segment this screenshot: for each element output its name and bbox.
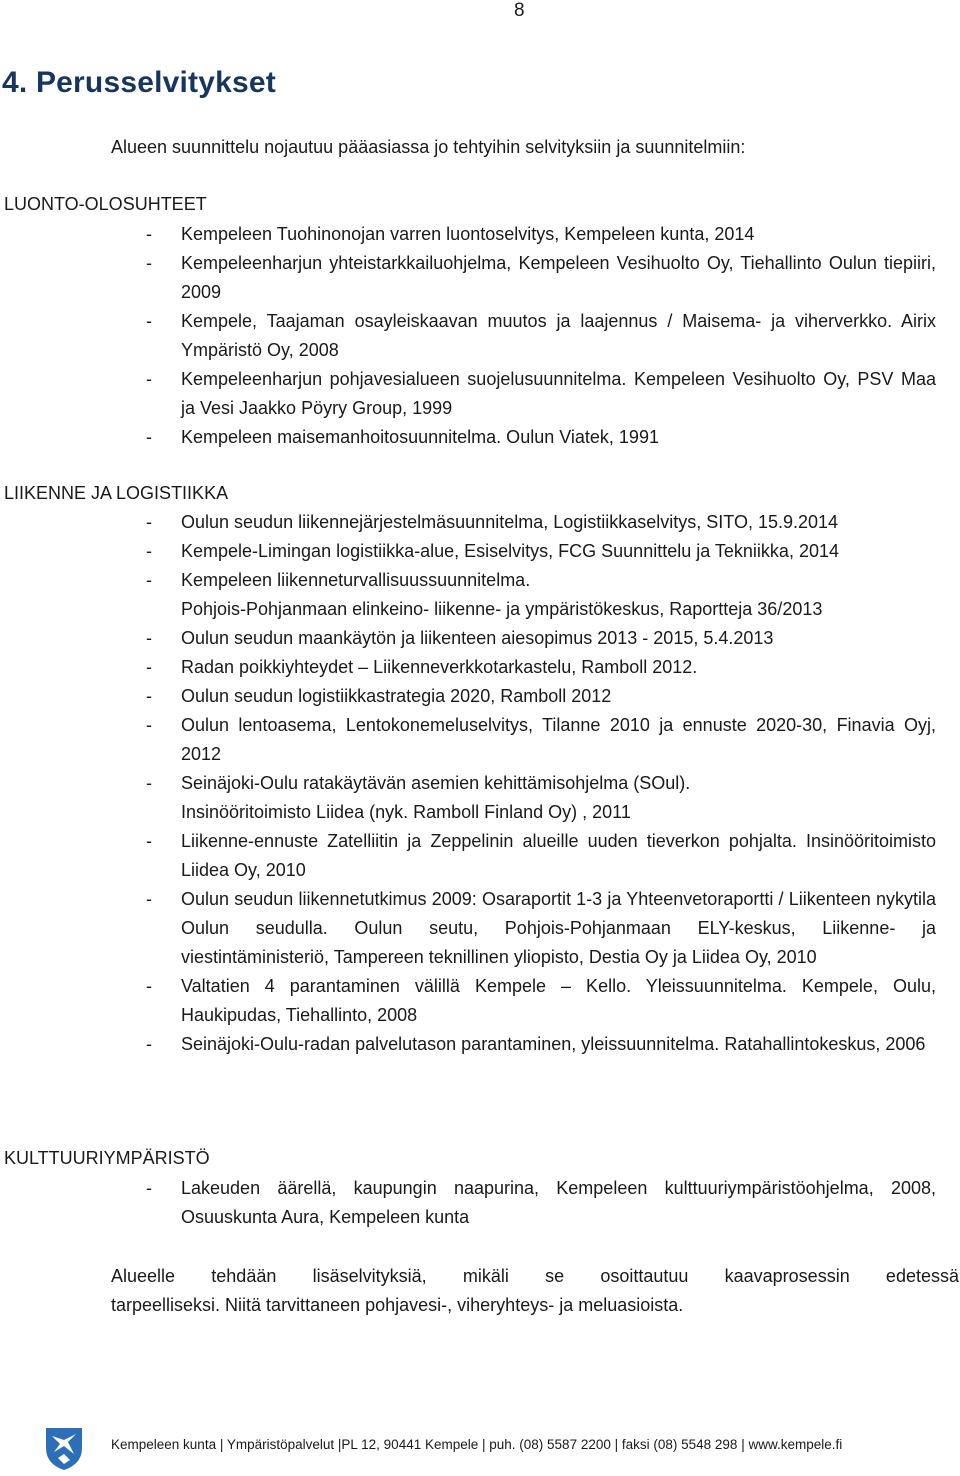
list-item-continuation: Insinööritoimisto Liidea (nyk. Ramboll Finland Oy) , 2011	[181, 802, 631, 822]
list-item: - Lakeuden äärellä, kaupungin naapurina, Kempeleen kulttuuriympäristöohjelma, 2008, Osuuskunta Aura, Kempeleen kunta	[146, 1174, 936, 1232]
list-item: - Oulun seudun logistiikkastrategia 2020, Ramboll 2012	[146, 682, 936, 711]
list-item: - Kempeleen maisemanhoitosuunnitelma. Oulun Viatek, 1991	[146, 423, 936, 452]
list-item: - Kempele, Taajaman osayleiskaavan muutos ja laajennus / Maisema- ja viherverkko. Airix Ympäristö Oy, 2008	[146, 307, 936, 365]
municipal-crest-icon	[36, 1424, 92, 1472]
list-item: - Valtatien 4 parantaminen välillä Kempele – Kello. Yleissuunnitelma. Kempele, Oulu, Haukipudas, Tiehallinto, 2008	[146, 972, 936, 1030]
list-item: - Kempeleenharjun pohjavesialueen suojelusuunnitelma. Kempeleen Vesihuolto Oy, PSV Maa ja Vesi Jaakko Pöyry Group, 1999	[146, 365, 936, 423]
closing-paragraph	[111, 1262, 959, 1320]
section-title-liikenne: LIIKENNE JA LOGISTIIKKA	[4, 483, 229, 503]
footer-contact: Kempeleen kunta | Ympäristöpalvelut |PL 12, 90441 Kempele | puh. (08) 5587 2200 | faksi (08) 5548 298 | www.kempele.fi	[111, 1437, 843, 1452]
list-item: - Oulun seudun liikennetutkimus 2009: Osaraportit 1-3 ja Yhteenvetoraportti / Liikenteen nykytila Oulun seudulla. Oulun seutu, Pohjois-Pohjanmaan ELY-keskus, Liikenne- ja viestintäministeriö, Tampereen teknillinen yliopisto, Destia Oy ja Liidea Oy, 2010	[146, 885, 936, 972]
section-title-luonto: LUONTO-OLOSUHTEET	[4, 194, 207, 214]
luonto-list	[146, 220, 936, 452]
intro-text: Alueen suunnittelu nojautuu pääasiassa jo tehtyihin selvityksiin ja suunnitelmiin:	[111, 137, 746, 157]
list-item: - Seinäjoki-Oulu ratakäytävän asemien kehittämisohjelma (SOul).	[146, 769, 936, 798]
list-item: - Oulun seudun liikennejärjestelmäsuunnitelma, Logistiikkaselvitys, SITO, 15.9.2014	[146, 508, 936, 537]
list-item: - Oulun seudun maankäytön ja liikenteen aiesopimus 2013 - 2015, 5.4.2013	[146, 624, 936, 653]
page-footer	[0, 1420, 960, 1476]
list-item: - Kempele-Limingan logistiikka-alue, Esiselvitys, FCG Suunnittelu ja Tekniikka, 2014	[146, 537, 936, 566]
list-item: - Liikenne-ennuste Zatelliitin ja Zeppelinin alueille uuden tieverkon pohjalta. Insinööritoimisto Liidea Oy, 2010	[146, 827, 936, 885]
closing-line-2: tarpeelliseksi. Niitä tarvittaneen pohjavesi-, viheryhteys- ja meluasioista.	[111, 1295, 684, 1315]
list-item: - Oulun lentoasema, Lentokonemeluselvitys, Tilanne 2010 ja ennuste 2020-30, Finavia Oyj, 2012	[146, 711, 936, 769]
list-item: - Kempeleenharjun yhteistarkkailuohjelma, Kempeleen Vesihuolto Oy, Tiehallinto Oulun tiepiiri, 2009	[146, 249, 936, 307]
list-item: - Kempeleen liikenneturvallisuussuunnitelma.	[146, 566, 936, 595]
list-item-continuation: Pohjois-Pohjanmaan elinkeino- liikenne- ja ympäristökeskus, Raportteja 36/2013	[181, 599, 823, 619]
list-item: - Kempeleen Tuohinonojan varren luontoselvitys, Kempeleen kunta, 2014	[146, 220, 936, 249]
page-heading: 4. Perusselvitykset	[2, 66, 276, 99]
kulttuuri-list	[146, 1174, 936, 1232]
closing-line-1: Alueelle tehdään lisäselvityksiä, mikäli se osoittautuu kaavaprosessin edetessä	[111, 1266, 959, 1286]
page-number: 8	[514, 0, 525, 21]
list-item: - Seinäjoki-Oulu-radan palvelutason parantaminen, yleissuunnitelma. Ratahallintokeskus, 2006	[146, 1030, 936, 1059]
section-title-kulttuuri: KULTTUURIYMPÄRISTÖ	[4, 1148, 210, 1168]
liikenne-list	[146, 508, 936, 1059]
list-item: - Radan poikkiyhteydet – Liikenneverkkotarkastelu, Ramboll 2012.	[146, 653, 936, 682]
